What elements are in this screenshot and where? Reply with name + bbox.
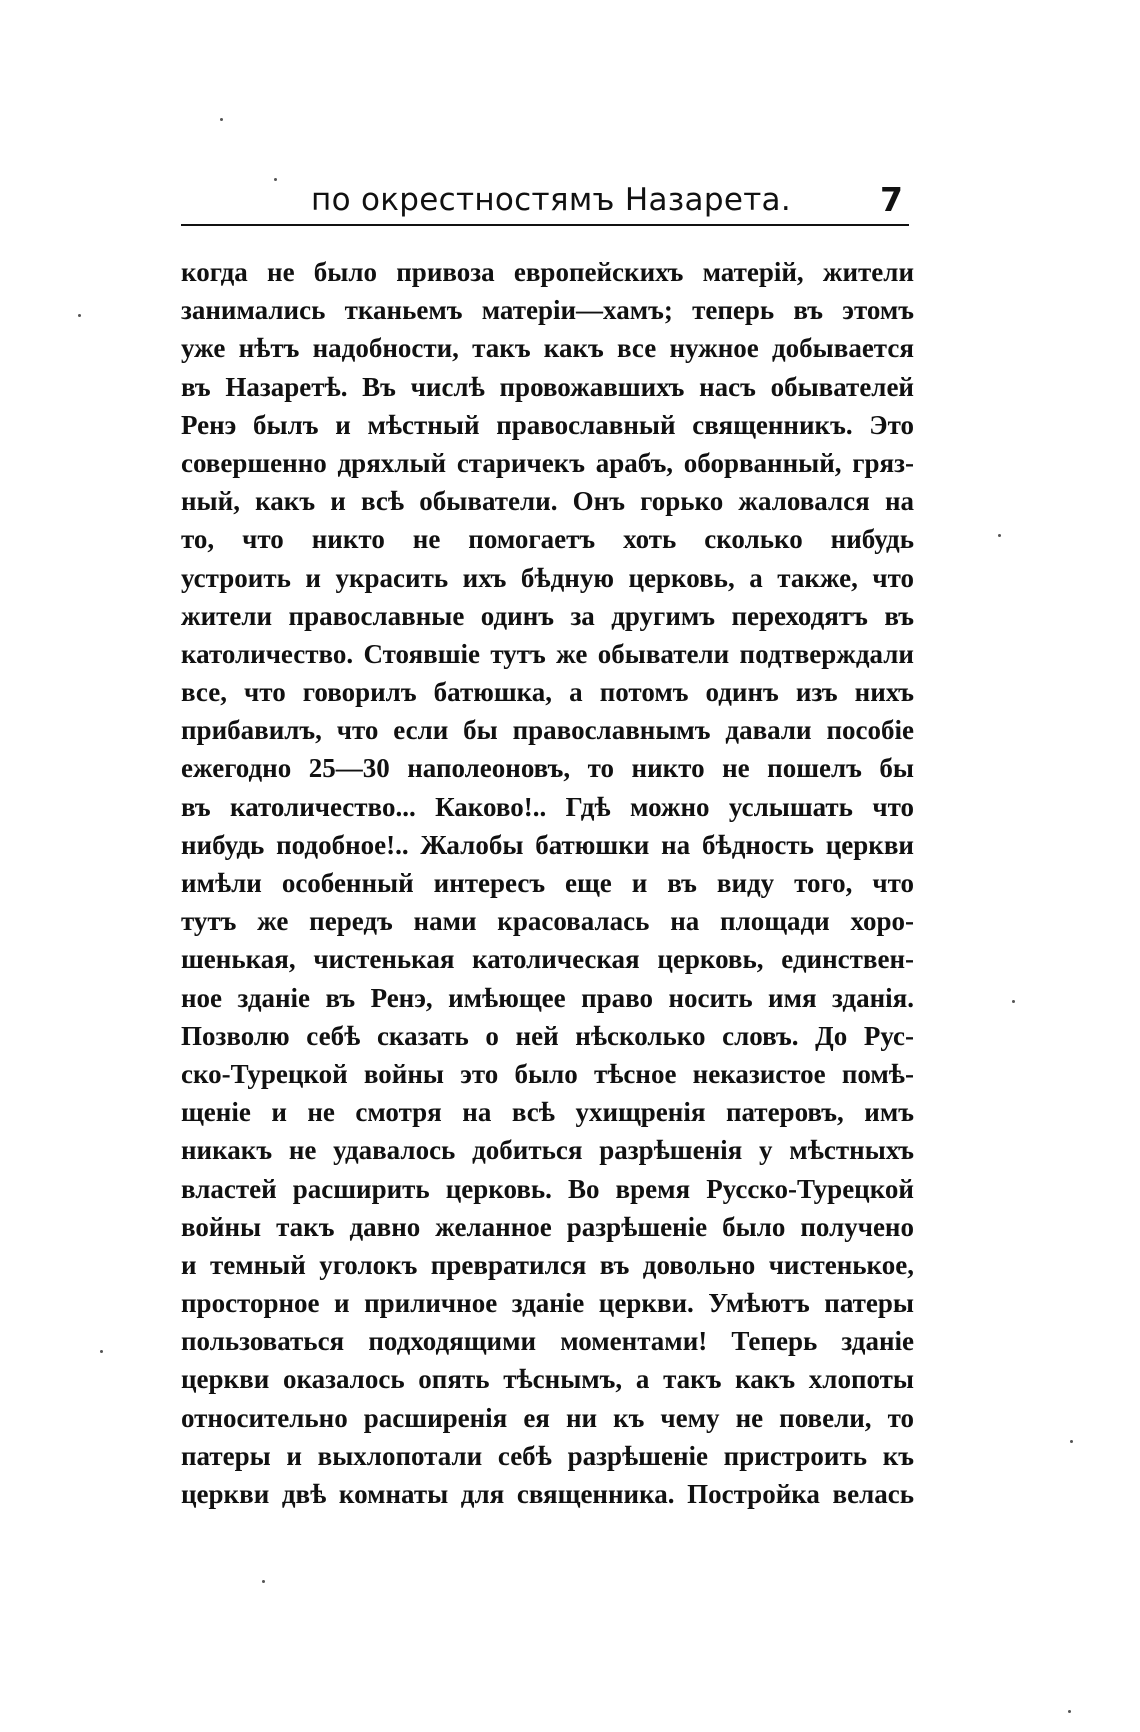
text-line: властей расширить церковь. Во время Русско-Турецкой	[181, 1173, 914, 1204]
text-line: ско-Турецкой войны это было тѣсное неказистое помѣ-	[181, 1058, 914, 1089]
text-line: совершенно дряхлый старичекъ арабъ, оборванный, гряз-	[181, 447, 914, 478]
text-line: относительно расширенія ея ни къ чему не повели, то	[181, 1402, 914, 1433]
text-line: и темный уголокъ превратился въ довольно чистенькое,	[181, 1249, 914, 1280]
scan-speck	[1012, 1000, 1015, 1003]
body-text	[181, 253, 914, 1513]
text-line: войны такъ давно желанное разрѣшеніе было получено	[181, 1211, 914, 1242]
text-line: занимались тканьемъ матеріи—хамъ; теперь въ этомъ	[181, 295, 914, 326]
text-line: Позволю себѣ сказать о ней нѣсколько словъ. До Рус-	[181, 1020, 914, 1051]
header-rule	[181, 224, 909, 226]
text-line: въ католичество... Каково!.. Гдѣ можно услышать что	[181, 791, 914, 822]
text-line: Ренэ былъ и мѣстный православный священникъ. Это	[181, 409, 914, 440]
text-line: церкви оказалось опять тѣснымъ, а такъ какъ хлопоты	[181, 1364, 914, 1395]
scan-speck	[100, 1350, 103, 1353]
text-line: ное зданіе въ Ренэ, имѣющее право носить имя зданія.	[181, 982, 914, 1013]
text-line: щеніе и не смотря на всѣ ухищренія патеровъ, имъ	[181, 1097, 914, 1128]
scan-speck	[998, 534, 1001, 537]
text-line: тутъ же передъ нами красовалась на площади хоро-	[181, 906, 914, 937]
text-line: нибудь подобное!.. Жалобы батюшки на бѣдность церкви	[181, 829, 914, 860]
text-line: уже нѣтъ надобности, такъ какъ все нужное добывается	[181, 333, 914, 364]
scan-speck	[78, 314, 81, 317]
scan-speck	[274, 178, 277, 181]
text-line: никакъ не удавалось добиться разрѣшенія у мѣстныхъ	[181, 1135, 914, 1166]
text-line: имѣли особенный интересъ еще и въ виду того, что	[181, 868, 914, 898]
text-line: въ Назаретѣ. Въ числѣ провожавшихъ насъ обывателей	[181, 371, 914, 402]
page-number: 7	[880, 180, 903, 219]
scan-speck	[1070, 1440, 1073, 1443]
text-line: патеры и выхлопотали себѣ разрѣшеніе пристроить къ	[181, 1440, 914, 1471]
text-line: пользоваться подходящими моментами! Теперь зданіе	[181, 1326, 914, 1357]
scan-speck	[262, 1580, 265, 1583]
text-line: шенькая, чистенькая католическая церковь, единствен-	[181, 944, 914, 975]
text-line: то, что никто не помогаетъ хоть сколько нибудь	[181, 524, 914, 555]
text-line: устроить и украсить ихъ бѣдную церковь, а также, что	[181, 562, 914, 593]
scan-speck	[220, 118, 223, 121]
text-line: ежегодно 25—30 наполеоновъ, то никто не пошелъ бы	[181, 753, 914, 784]
text-line: когда не было привоза европейскихъ матерій, жители	[181, 257, 914, 287]
text-line: прибавилъ, что если бы православнымъ давали пособіе	[181, 715, 914, 746]
running-title: по окрестностямъ Назарета.	[311, 182, 792, 218]
text-line: церкви двѣ комнаты для священника. Постройка велась	[181, 1479, 914, 1509]
running-head	[181, 172, 909, 228]
text-line: просторное и приличное зданіе церкви. Умѣютъ патеры	[181, 1288, 914, 1319]
scan-speck	[1068, 1710, 1071, 1713]
text-line: ный, какъ и всѣ обыватели. Онъ горько жаловался на	[181, 486, 914, 517]
text-line: жители православные одинъ за другимъ переходятъ въ	[181, 600, 914, 631]
text-line: католичество. Стоявшіе тутъ же обыватели подтверждали	[181, 638, 914, 669]
text-line: все, что говорилъ батюшка, а потомъ одинъ изъ нихъ	[181, 677, 914, 708]
